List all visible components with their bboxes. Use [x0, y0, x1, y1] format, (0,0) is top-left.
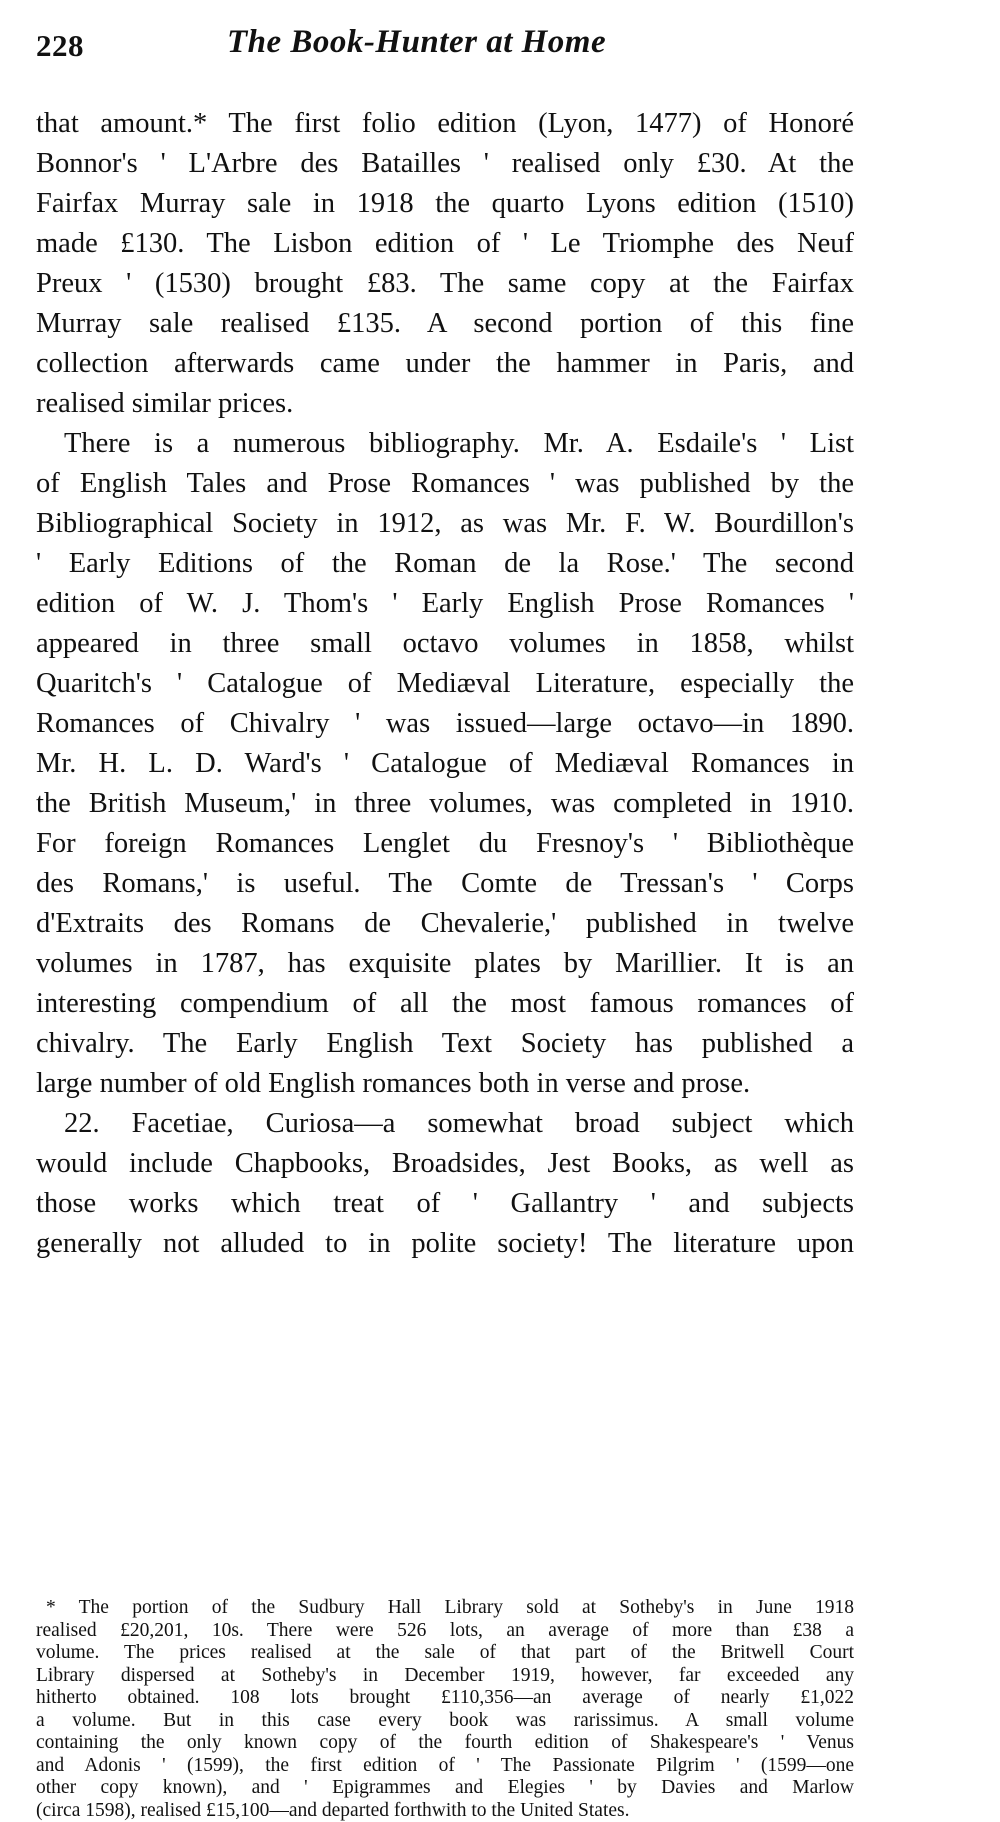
- text-line: volumes in 1787, has exquisite plates by Marillier. It is an: [36, 944, 854, 984]
- footnote-line: a volume. But in this case every book was rarissimus. A small volume: [36, 1710, 854, 1733]
- text-line: realised similar prices.: [36, 384, 854, 424]
- text-line: d'Extraits des Romans de Chevalerie,' published in twelve: [36, 904, 854, 944]
- footnote-line: Library dispersed at Sotheby's in December 1919, however, far exceeded any: [36, 1665, 854, 1688]
- text-line: appeared in three small octavo volumes in 1858, whilst: [36, 624, 854, 664]
- running-title: The Book-Hunter at Home: [227, 24, 606, 61]
- text-line: Murray sale realised £135. A second portion of this fine: [36, 304, 854, 344]
- body-text: [36, 104, 854, 1264]
- text-line: des Romans,' is useful. The Comte de Tressan's ' Corps: [36, 864, 854, 904]
- page-number: 228: [36, 28, 84, 64]
- text-line: Fairfax Murray sale in 1918 the quarto Lyons edition (1510): [36, 184, 854, 224]
- text-line: There is a numerous bibliography. Mr. A. Esdaile's ' List: [36, 424, 854, 464]
- text-line: ' Early Editions of the Roman de la Rose.' The second: [36, 544, 854, 584]
- text-line: Bonnor's ' L'Arbre des Batailles ' realised only £30. At the: [36, 144, 854, 184]
- footnote-line: (circa 1598), realised £15,100—and departed forthwith to the United States.: [36, 1800, 854, 1822]
- text-line: those works which treat of ' Gallantry ' and subjects: [36, 1184, 854, 1224]
- footnote-line: * The portion of the Sudbury Hall Library sold at Sotheby's in June 1918: [36, 1597, 854, 1620]
- text-line: would include Chapbooks, Broadsides, Jest Books, as well as: [36, 1144, 854, 1184]
- text-line: Quaritch's ' Catalogue of Mediæval Literature, especially the: [36, 664, 854, 704]
- text-line: the British Museum,' in three volumes, was completed in 1910.: [36, 784, 854, 824]
- footnote-line: hitherto obtained. 108 lots brought £110,356—an average of nearly £1,022: [36, 1687, 854, 1710]
- footnote-line: and Adonis ' (1599), the first edition of ' The Passionate Pilgrim ' (1599—one: [36, 1755, 854, 1778]
- text-line: Bibliographical Society in 1912, as was Mr. F. W. Bourdillon's: [36, 504, 854, 544]
- text-line: of English Tales and Prose Romances ' was published by the: [36, 464, 854, 504]
- text-line: made £130. The Lisbon edition of ' Le Triomphe des Neuf: [36, 224, 854, 264]
- running-head: [36, 24, 856, 74]
- footnote-line: containing the only known copy of the fourth edition of Shakespeare's ' Venus: [36, 1732, 854, 1755]
- text-line: Preux ' (1530) brought £83. The same copy at the Fairfax: [36, 264, 854, 304]
- text-line: chivalry. The Early English Text Society has published a: [36, 1024, 854, 1064]
- text-line: For foreign Romances Lenglet du Fresnoy's ' Bibliothèque: [36, 824, 854, 864]
- text-line: generally not alluded to in polite society! The literature upon: [36, 1224, 854, 1264]
- text-line: collection afterwards came under the hammer in Paris, and: [36, 344, 854, 384]
- text-line: edition of W. J. Thom's ' Early English Prose Romances ': [36, 584, 854, 624]
- text-line: interesting compendium of all the most famous romances of: [36, 984, 854, 1024]
- footnote: [36, 1597, 854, 1822]
- text-line: Mr. H. L. D. Ward's ' Catalogue of Mediæval Romances in: [36, 744, 854, 784]
- text-line: that amount.* The first folio edition (Lyon, 1477) of Honoré: [36, 104, 854, 144]
- footnote-line: volume. The prices realised at the sale of that part of the Britwell Court: [36, 1642, 854, 1665]
- footnote-line: other copy known), and ' Epigrammes and Elegies ' by Davies and Marlow: [36, 1777, 854, 1800]
- text-line: large number of old English romances both in verse and prose.: [36, 1064, 854, 1104]
- text-line: 22. Facetiae, Curiosa—a somewhat broad subject which: [36, 1104, 854, 1144]
- text-line: Romances of Chivalry ' was issued—large octavo—in 1890.: [36, 704, 854, 744]
- footnote-line: realised £20,201, 10s. There were 526 lots, an average of more than £38 a: [36, 1620, 854, 1643]
